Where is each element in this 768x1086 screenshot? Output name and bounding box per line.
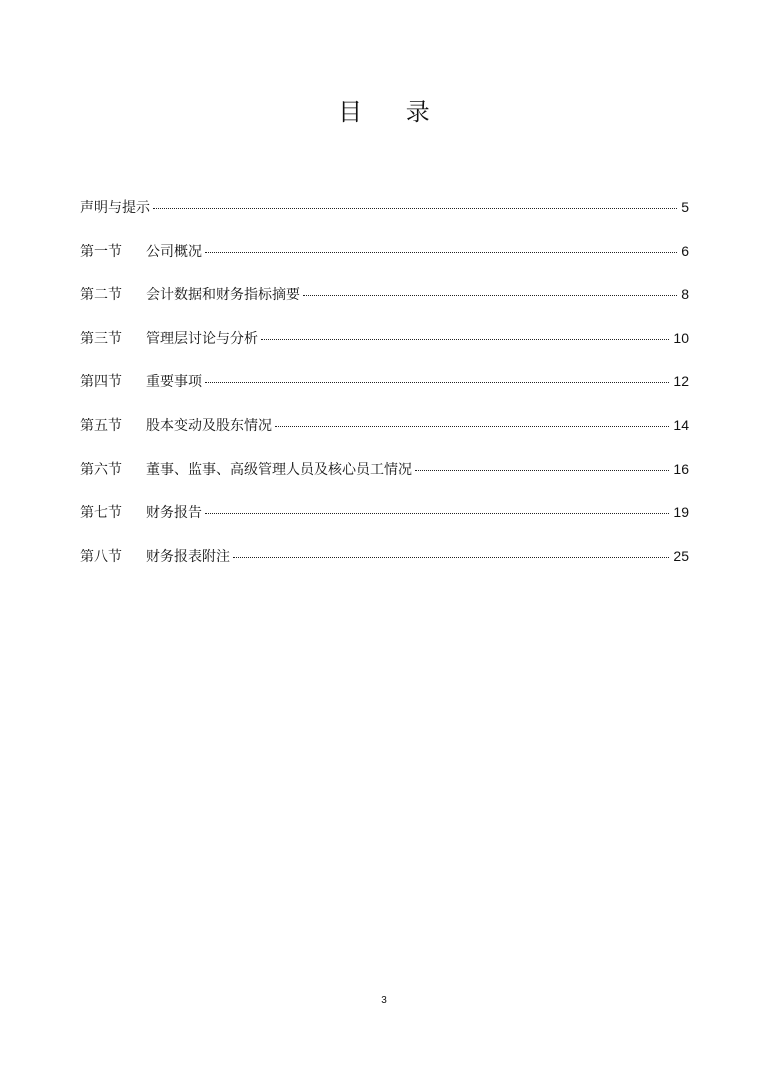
toc-section-number: 第三节	[80, 330, 122, 347]
toc-section-number: 第二节	[80, 287, 122, 304]
dot-leader	[205, 382, 669, 383]
toc-entry-section-1[interactable]	[80, 241, 689, 285]
toc-page-number: 12	[673, 373, 689, 390]
toc-page-number: 6	[681, 242, 689, 259]
toc-section-number: 第八节	[80, 548, 122, 565]
dot-leader	[415, 470, 669, 471]
toc-page-number: 19	[673, 504, 689, 521]
toc-section-number: 第四节	[80, 374, 122, 391]
dot-leader	[275, 426, 669, 427]
toc-entry-section-8[interactable]	[80, 546, 689, 590]
toc-entry-label: 声明与提示	[80, 200, 150, 216]
toc-entry-label: 财务报表附注	[146, 548, 230, 565]
toc-page-number: 8	[681, 286, 689, 303]
dot-leader	[261, 339, 669, 340]
toc-section-number: 第五节	[80, 417, 122, 434]
table-of-contents	[80, 197, 689, 589]
dot-leader	[233, 557, 669, 558]
toc-page-number: 14	[673, 416, 689, 433]
toc-entry-label: 董事、监事、高级管理人员及核心员工情况	[146, 461, 412, 478]
toc-page-number: 10	[673, 329, 689, 346]
toc-entry-label: 股本变动及股东情况	[146, 417, 272, 434]
toc-section-number: 第六节	[80, 461, 122, 478]
toc-section-number: 第七节	[80, 505, 122, 522]
toc-entry-section-5[interactable]	[80, 415, 689, 459]
dot-leader	[153, 208, 677, 209]
page-number: 3	[381, 995, 387, 1006]
dot-leader	[303, 295, 677, 296]
toc-entry-section-4[interactable]	[80, 371, 689, 415]
toc-page-number: 25	[673, 547, 689, 564]
toc-entry-label: 财务报告	[146, 505, 202, 522]
toc-section-number: 第一节	[80, 243, 122, 260]
dot-leader	[205, 513, 669, 514]
toc-page-number: 5	[681, 199, 689, 215]
toc-entry-section-2[interactable]	[80, 284, 689, 328]
toc-entry-label: 会计数据和财务指标摘要	[146, 287, 300, 304]
toc-entry-label: 公司概况	[146, 243, 202, 260]
toc-entry-statement[interactable]	[80, 197, 689, 241]
page-title: 目 录	[338, 98, 448, 126]
toc-entry-section-3[interactable]	[80, 328, 689, 372]
dot-leader	[205, 252, 677, 253]
toc-entry-label: 重要事项	[146, 374, 202, 391]
toc-entry-label: 管理层讨论与分析	[146, 330, 258, 347]
toc-entry-section-7[interactable]	[80, 502, 689, 546]
toc-page-number: 16	[673, 460, 689, 477]
toc-entry-section-6[interactable]	[80, 459, 689, 503]
